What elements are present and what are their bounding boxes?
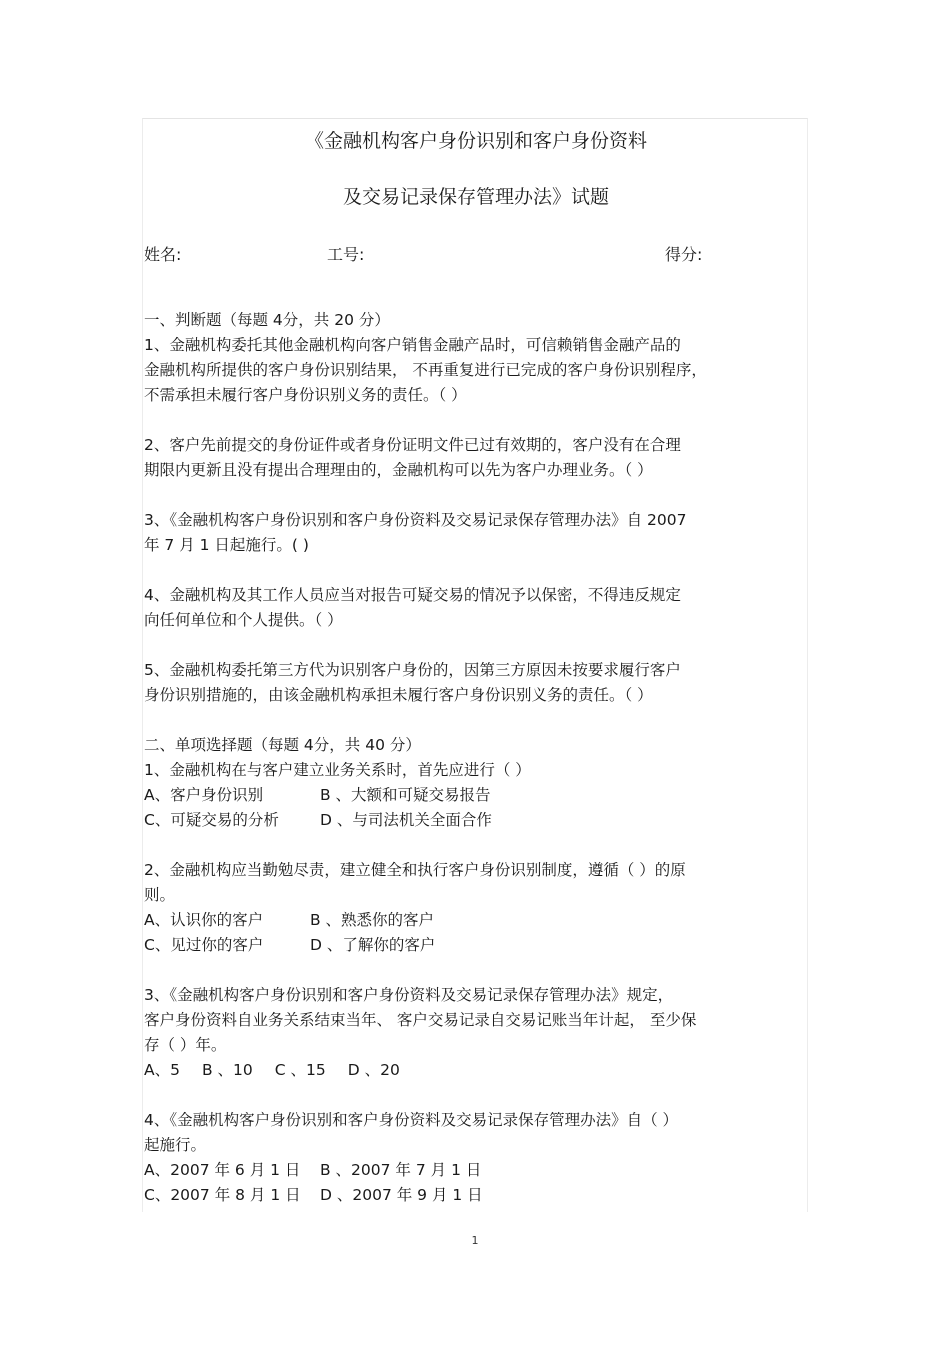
option-c: C、2007 年 8 月 1 日 — [144, 1186, 301, 1204]
section-single-choice — [144, 733, 808, 1208]
option-b: B 、熟悉你的客户 — [310, 911, 435, 929]
question-stem: 4、《金融机构客户身份识别和客户身份资料及交易记录保存管理办法》自（ ） — [144, 1111, 679, 1129]
question-line: 期限内更新且没有提出合理理由的，金融机构可以先为客户办理业务。（ ） — [144, 461, 653, 479]
option-c: C、见过你的客户 — [144, 936, 264, 954]
option-row — [144, 1158, 808, 1183]
option-row — [144, 933, 808, 958]
question-stem: 起施行。 — [144, 1136, 207, 1154]
option-d: D 、与司法机关全面合作 — [320, 811, 492, 829]
mc-question-3 — [144, 983, 808, 1083]
question-line: 不需承担未履行客户身份识别义务的责任。（ ） — [144, 386, 467, 404]
page-number: 1 — [471, 1234, 479, 1247]
option-a: A、5 — [144, 1061, 180, 1079]
question-stem: 1、金融机构在与客户建立业务关系时，首先应进行（ ） — [144, 761, 531, 779]
examinee-info-row — [144, 242, 808, 268]
tf-question-1 — [144, 333, 808, 408]
question-line: 3、《金融机构客户身份识别和客户身份资料及交易记录保存管理办法》自 2007 — [144, 511, 687, 529]
document-title-line-2: 及交易记录保存管理办法》试题 — [342, 186, 609, 208]
section-heading-single-choice: 二、单项选择题（每题 4分，共 40 分） — [144, 736, 421, 754]
option-b: B 、大额和可疑交易报告 — [320, 786, 491, 804]
question-line: 4、金融机构及其工作人员应当对报告可疑交易的情况予以保密，不得违反规定 — [144, 586, 681, 604]
document-content — [144, 118, 808, 1208]
option-row — [144, 1058, 808, 1083]
option-d: D 、20 — [347, 1061, 400, 1079]
tf-question-4 — [144, 583, 808, 633]
option-row — [144, 908, 808, 933]
question-line: 身份识别措施的，由该金融机构承担未履行客户身份识别义务的责任。（ ） — [144, 686, 653, 704]
option-row — [144, 783, 808, 808]
option-a: A、2007 年 6 月 1 日 — [144, 1161, 301, 1179]
section-heading-true-false: 一、判断题（每题 4分，共 20 分） — [144, 311, 390, 329]
option-a: A、认识你的客户 — [144, 911, 264, 929]
question-line: 向任何单位和个人提供。（ ） — [144, 611, 343, 629]
mc-question-2 — [144, 858, 808, 958]
mc-question-4 — [144, 1108, 808, 1208]
question-stem: 2、金融机构应当勤勉尽责，建立健全和执行客户身份识别制度，遵循（ ）的原 — [144, 861, 686, 879]
tf-question-2 — [144, 433, 808, 483]
option-b: B 、2007 年 7 月 1 日 — [320, 1161, 482, 1179]
tf-question-5 — [144, 658, 808, 708]
question-line: 5、金融机构委托第三方代为识别客户身份的，因第三方原因未按要求履行客户 — [144, 661, 681, 679]
document-title-line-1: 《金融机构客户身份识别和客户身份资料 — [304, 130, 647, 152]
question-stem: 客户身份资料自业务关系结束当年、 客户交易记录自交易记账当年计起， 至少保 — [144, 1011, 697, 1029]
option-c: C、可疑交易的分析 — [144, 811, 279, 829]
question-stem: 3、《金融机构客户身份识别和客户身份资料及交易记录保存管理办法》规定， — [144, 986, 674, 1004]
question-line: 金融机构所提供的客户身份识别结果， 不再重复进行已完成的客户身份识别程序， — [144, 361, 707, 379]
option-d: D 、了解你的客户 — [310, 936, 436, 954]
question-stem: 存（ ）年。 — [144, 1036, 227, 1054]
mc-question-1 — [144, 758, 808, 833]
option-a: A、客户身份识别 — [144, 786, 264, 804]
option-c: C 、15 — [274, 1061, 326, 1079]
option-row — [144, 808, 808, 833]
option-d: D 、2007 年 9 月 1 日 — [320, 1186, 483, 1204]
question-line: 年 7 月 1 日起施行。( ) — [144, 536, 309, 554]
question-line: 1、金融机构委托其他金融机构向客户销售金融产品时，可信赖销售金融产品的 — [144, 336, 681, 354]
question-stem: 则。 — [144, 886, 176, 904]
name-label: 姓名: — [144, 245, 182, 264]
option-row — [144, 1183, 808, 1208]
tf-question-3 — [144, 508, 808, 558]
option-b: B 、10 — [201, 1061, 253, 1079]
employee-id-label: 工号: — [327, 245, 365, 264]
question-line: 2、客户先前提交的身份证件或者身份证明文件已过有效期的，客户没有在合理 — [144, 436, 681, 454]
section-true-false — [144, 308, 808, 733]
score-label: 得分: — [665, 245, 703, 264]
